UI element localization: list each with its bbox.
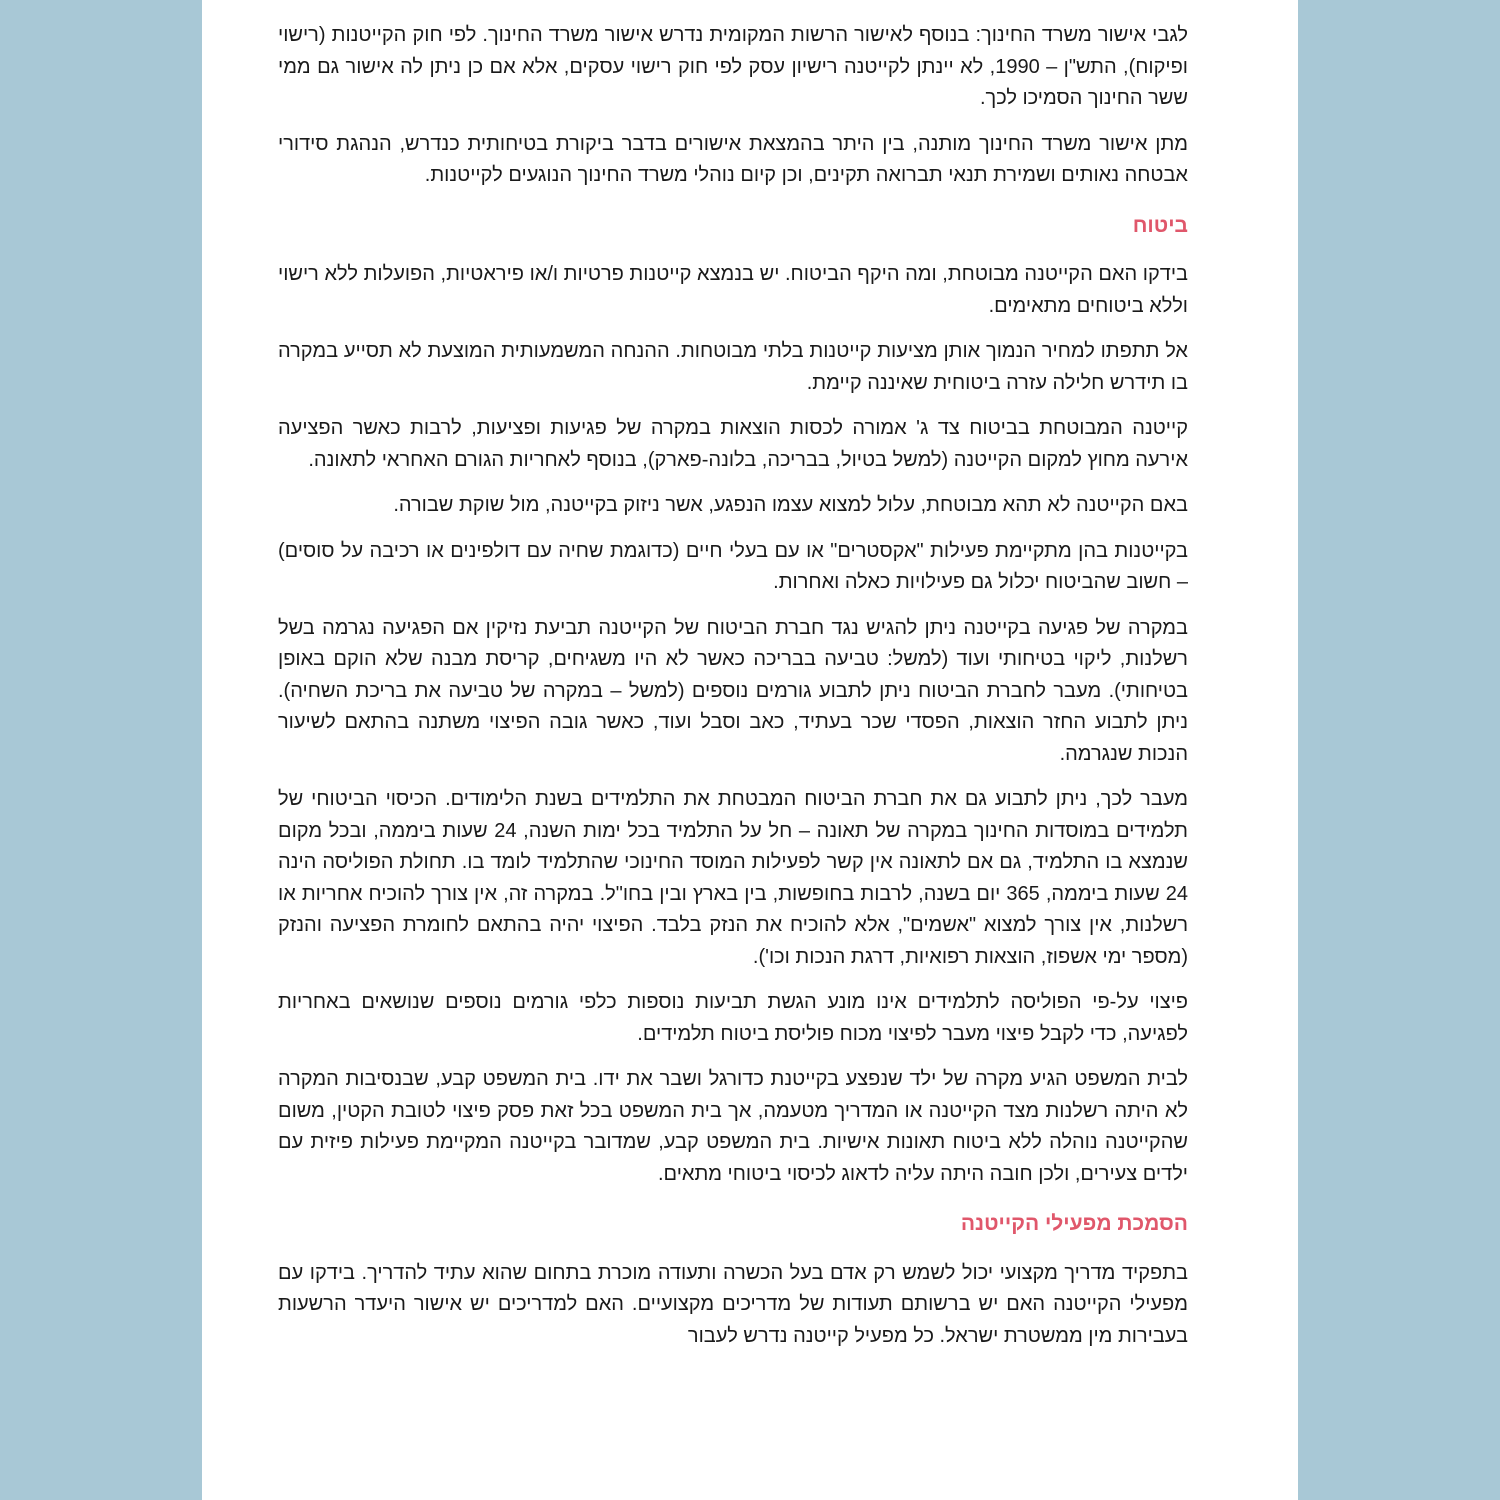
paragraph-instructor-certification: בתפקיד מדריך מקצועי יכול לשמש רק אדם בעל הכשרה ותעודה מוכרת בתחום שהוא עתיד להדריך. בידקו עם מפעילי הקייטנה האם יש ברשותם תעודות של מדריכים מקצועיים. האם למדריכים יש אישור היעדר הרשעות בעבירות מין ממשטרת ישראל. כל מפעיל קייטנה נדרש לעבור <box>278 1261 1188 1347</box>
paragraph-additional-claims: פיצוי על-פי הפוליסה לתלמידים אינו מונע הגשת תביעות נוספות כלפי גורמים נוספים שנושאים באחריות לפגיעה, כדי לקבל פיצוי מעבר לפיצוי מכוח פוליסת ביטוח תלמידים. <box>278 991 1188 1045</box>
document-text <box>278 20 1188 1366</box>
section-heading-staff-certification: הסמכת מפעילי הקייטנה <box>960 1212 1188 1235</box>
paragraph-education-approval: לגבי אישור משרד החינוך: בנוסף לאישור הרשות המקומית נדרש אישור משרד החינוך. לפי חוק הקייטנות (רישוי ופיקוח), התש"ן – 1990, לא יינתן לקייטנה רישיון עסק לפי חוק רישוי עסקים, אלא אם כן ניתן לה אישור גם ממי ששר החינוך הסמיכו לכך. <box>278 24 1189 109</box>
paragraph-uninsured-risk: באם הקייטנה לא תהא מבוטחת, עלול למצוא עצמו הנפגע, אשר ניזוק בקייטנה, מול שוקת שבורה. <box>393 494 1188 516</box>
paragraph-extreme-activities: בקייטנות בהן מתקיימת פעילות "אקסטרים" או עם בעלי חיים (כדוגמת שחיה עם דולפינים או רכיבה על סוסים) – חשוב שהביטוח יכלול גם פעילויות כאלה ואחרות. <box>278 539 1188 593</box>
paragraph-third-party-insurance: קייטנה המבוטחת בביטוח צד ג' אמורה לכסות הוצאות במקרה של פגיעות ופציעות, לרבות כאשר הפציעה אירעה מחוץ למקום הקייטנה (למשל בטיול, בבריכה, בלונה-פארק), בנוסף לאחריות הגורם האחראי לתאונה. <box>278 417 1188 471</box>
paragraph-student-insurance: מעבר לכך, ניתן לתבוע גם את חברת הביטוח המבטחת את התלמידים בשנת הלימודים. הכיסוי הביטוחי של תלמידים במוסדות החינוך במקרה של תאונה – חל על התלמיד בכל ימות השנה, 24 שעות ביממה, ובכל מקום שנמצא בו התלמיד, גם אם לתאונה אין קשר לפעילות המוסד החינוכי שהתלמיד לומד בו. תחולת הפוליסה הינה 24 שעות ביממה, 365 יום בשנה, לרבות בחופשות, בין בארץ ובין בחו"ל. במקרה זה, אין צורך להוכיח אחריות או רשלנות, אין צורך למצוא "אשמים", אלא להוכיח את הנזק בלבד. הפיצוי יהיה בהתאם לחומרת הפציעה והנזק (מספר ימי אשפוז, הוצאות רפואיות, דרגת הנכות וכו'). <box>278 788 1188 968</box>
paragraph-low-price-warning: אל תתפתו למחיר הנמוך אותן מציעות קייטנות בלתי מבוטחות. ההנחה המשמעותית המוצעת לא תסייע במקרה בו תידרש חלילה עזרה ביטוחית שאיננה קיימת. <box>278 340 1188 394</box>
paragraph-insurance-check: בידקו האם הקייטנה מבוטחת, ומה היקף הביטוח. יש בנמצא קייטנות פרטיות ו/או פיראטיות, הפועלות ללא רישוי וללא ביטוחים מתאימים. <box>278 263 1188 317</box>
paragraph-court-case: לבית המשפט הגיע מקרה של ילד שנפצע בקייטנת כדורגל ושבר את ידו. בית המשפט קבע, שבנסיבות המקרה לא היתה רשלנות מצד הקייטנה או המדריך מטעמה, אך בית המשפט בכל זאת פסק פיצוי לטובת הקטין, משום שהקייטנה נוהלה ללא ביטוח תאונות אישיות. בית המשפט קבע, שמדובר בקייטנה המקיימת פעילות פיזית עם ילדים צעירים, ולכן חובה היתה עליה לדאוג לכיסוי ביטוחי מתאים. <box>278 1068 1188 1185</box>
paragraph-approval-conditions: מתן אישור משרד החינוך מותנה, בין היתר בהמצאת אישורים בדבר ביקורת בטיחותית כנדרש, הנהגת סידורי אבטחה נאותים ושמירת תנאי תברואה תקינים, וכן קיום נוהלי משרד החינוך הנוגעים לקייטנות. <box>278 132 1188 186</box>
document-page <box>202 0 1298 1500</box>
paragraph-injury-claims: במקרה של פגיעה בקייטנה ניתן להגיש נגד חברת הביטוח של הקייטנה תביעת נזיקין אם הפגיעה נגרמה בשל רשלנות, ליקוי בטיחותי ועוד (למשל: טביעה בבריכה כאשר לא היו משגיחים, קריסת מבנה שלא הוקם באופן בטיחותי). מעבר לחברת הביטוח ניתן לתבוע גורמים נוספים (למשל – במקרה של טביעה את בריכת השחיה). ניתן לתבוע החזר הוצאות, הפסדי שכר בעתיד, כאב וסבל ועוד, כאשר גובה הפיצוי משתנה בהתאם לשיעור הנכות שנגרמה. <box>278 616 1188 765</box>
section-heading-insurance: ביטוח <box>1132 213 1188 237</box>
